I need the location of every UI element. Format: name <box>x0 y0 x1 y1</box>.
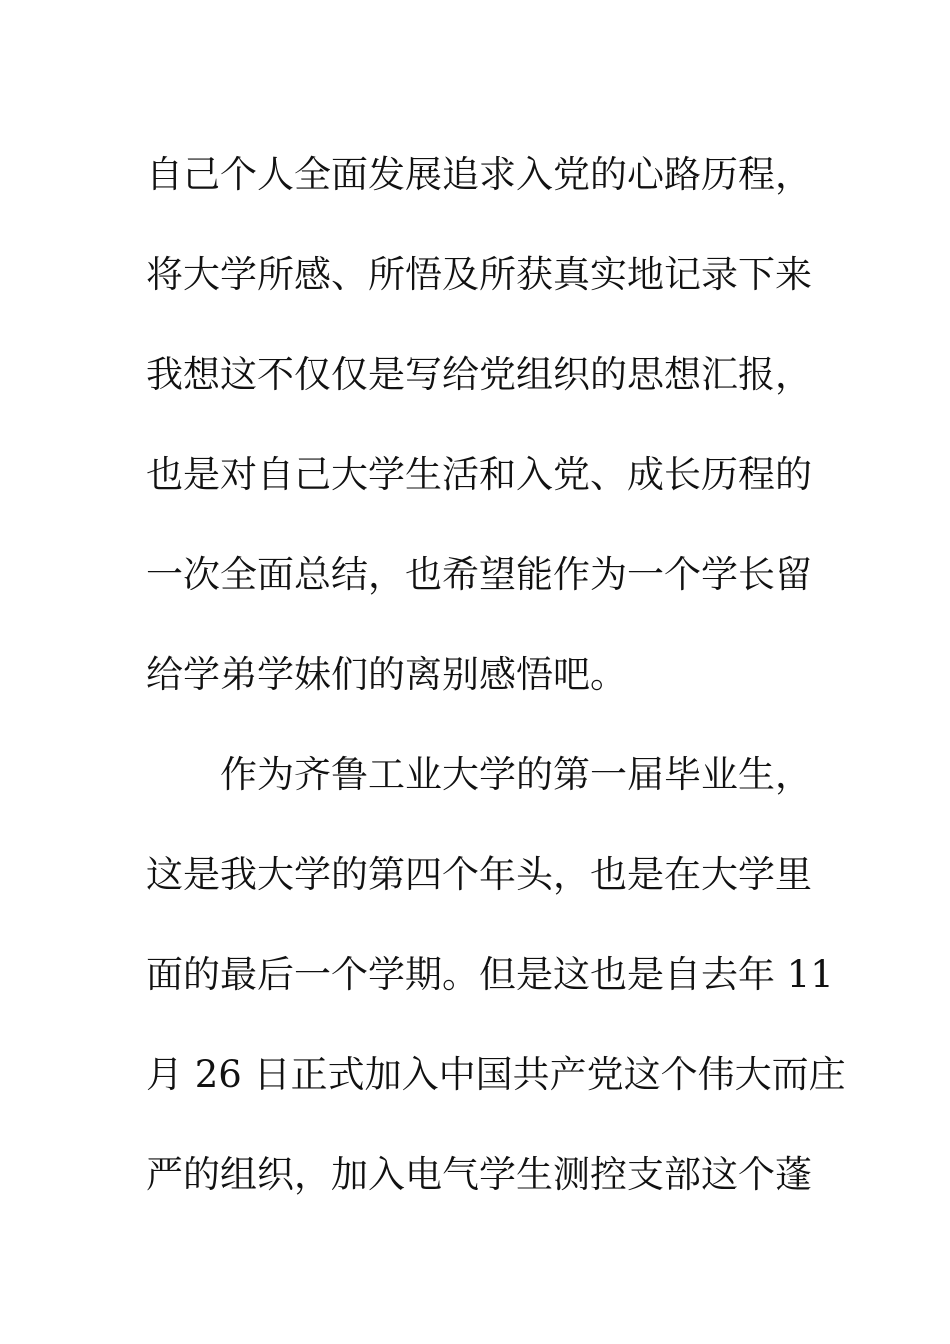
text-line-4: 也是对自己大学生活和入党、成长历程的 <box>146 453 812 496</box>
text-line-11: 严的组织，加入电气学生测控支部这个蓬 <box>146 1153 812 1196</box>
body-text <box>146 125 846 1225</box>
text-line-7-paragraph-start: 作为齐鲁工业大学的第一届毕业生， <box>220 753 812 796</box>
text-line-3: 我想这不仅仅是写给党组织的思想汇报， <box>146 353 812 396</box>
text-line-2: 将大学所感、所悟及所获真实地记录下来 <box>146 253 812 296</box>
text-line-5: 一次全面总结，也希望能作为一个学长留 <box>146 553 812 596</box>
text-line-6: 给学弟学妹们的离别感悟吧。 <box>146 653 627 696</box>
text-line-9: 面的最后一个学期。但是这也是自去年 11 <box>146 953 834 996</box>
text-line-1: 自己个人全面发展追求入党的心路历程， <box>146 153 812 196</box>
text-line-8: 这是我大学的第四个年头，也是在大学里 <box>146 853 812 896</box>
text-line-10: 月 26 日正式加入中国共产党这个伟大而庄 <box>146 1053 846 1096</box>
